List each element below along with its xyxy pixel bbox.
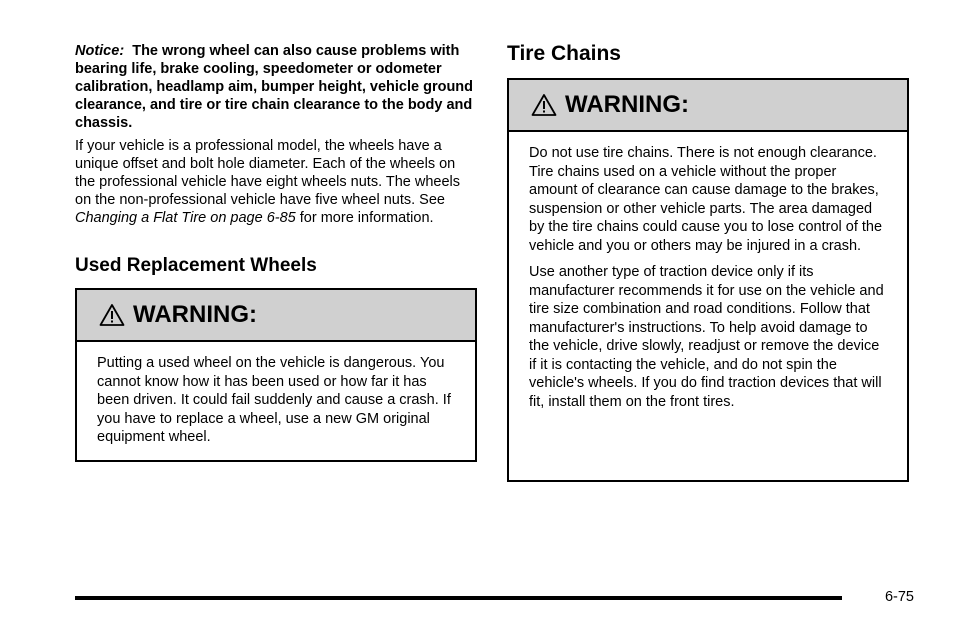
warning-triangle-icon <box>531 93 557 117</box>
para-text-after: for more information. <box>295 210 434 226</box>
tire-chains-heading: Tire Chains <box>507 42 621 65</box>
notice-paragraph <box>75 42 477 132</box>
warning-triangle-icon <box>99 303 125 327</box>
warning-paragraph-1: Do not use tire chains. There is not enough clearance. Tire chains used on a vehicle without the proper amount of clearance can cause damage to the brakes, suspension or other vehicle parts. The area damaged by the tire chains could cause you to lose control of the vehicle and you or others may be injured in a crash. <box>529 145 883 254</box>
warning-body <box>77 342 475 447</box>
para-text-before: If your vehicle is a professional model, the wheels have a unique offset and bolt hole diameter. Each of the wheels on the professional vehicle have eight wheels nuts. The wheels on the non-professional vehicle have five wheel nuts. See <box>75 138 461 208</box>
tire-chains-warning-box <box>507 78 909 482</box>
used-wheels-heading: Used Replacement Wheels <box>75 255 317 276</box>
warning-header <box>77 290 475 342</box>
professional-model-paragraph <box>75 137 477 227</box>
warning-body <box>509 132 907 411</box>
warning-title: WARNING: <box>565 91 689 118</box>
notice-label: Notice: <box>75 43 125 59</box>
notice-text: The wrong wheel can also cause problems with bearing life, brake cooling, speedometer or odometer calibration, headlamp aim, bumper height, vehicle ground clearance, and tire or tire chain clearance to the body and chassis. <box>75 43 474 131</box>
page-number: 6-75 <box>884 589 914 605</box>
cross-reference-link[interactable]: Changing a Flat Tire on page 6-85 <box>75 210 296 226</box>
warning-header <box>509 80 907 132</box>
footer-rule <box>75 596 842 600</box>
warning-text: Putting a used wheel on the vehicle is dangerous. You cannot know how it has been used or how far it has been driven. It could fail suddenly and cause a crash. If you have to replace a wheel, use a new GM original equipment wheel. <box>97 355 451 445</box>
warning-title: WARNING: <box>133 301 257 328</box>
used-wheels-warning-box <box>75 288 477 462</box>
warning-paragraph-2: Use another type of traction device only if its manufacturer recommends it for use on the vehicle and tire size combination and road conditions. Follow that manufacturer's instructions. To help avoid damage to the vehicle, drive slowly, readjust or remove the device if it is contacting the vehicle, and do not spin the vehicle's wheels. If you do find traction devices that will fit, install them on the front tires. <box>529 264 884 410</box>
